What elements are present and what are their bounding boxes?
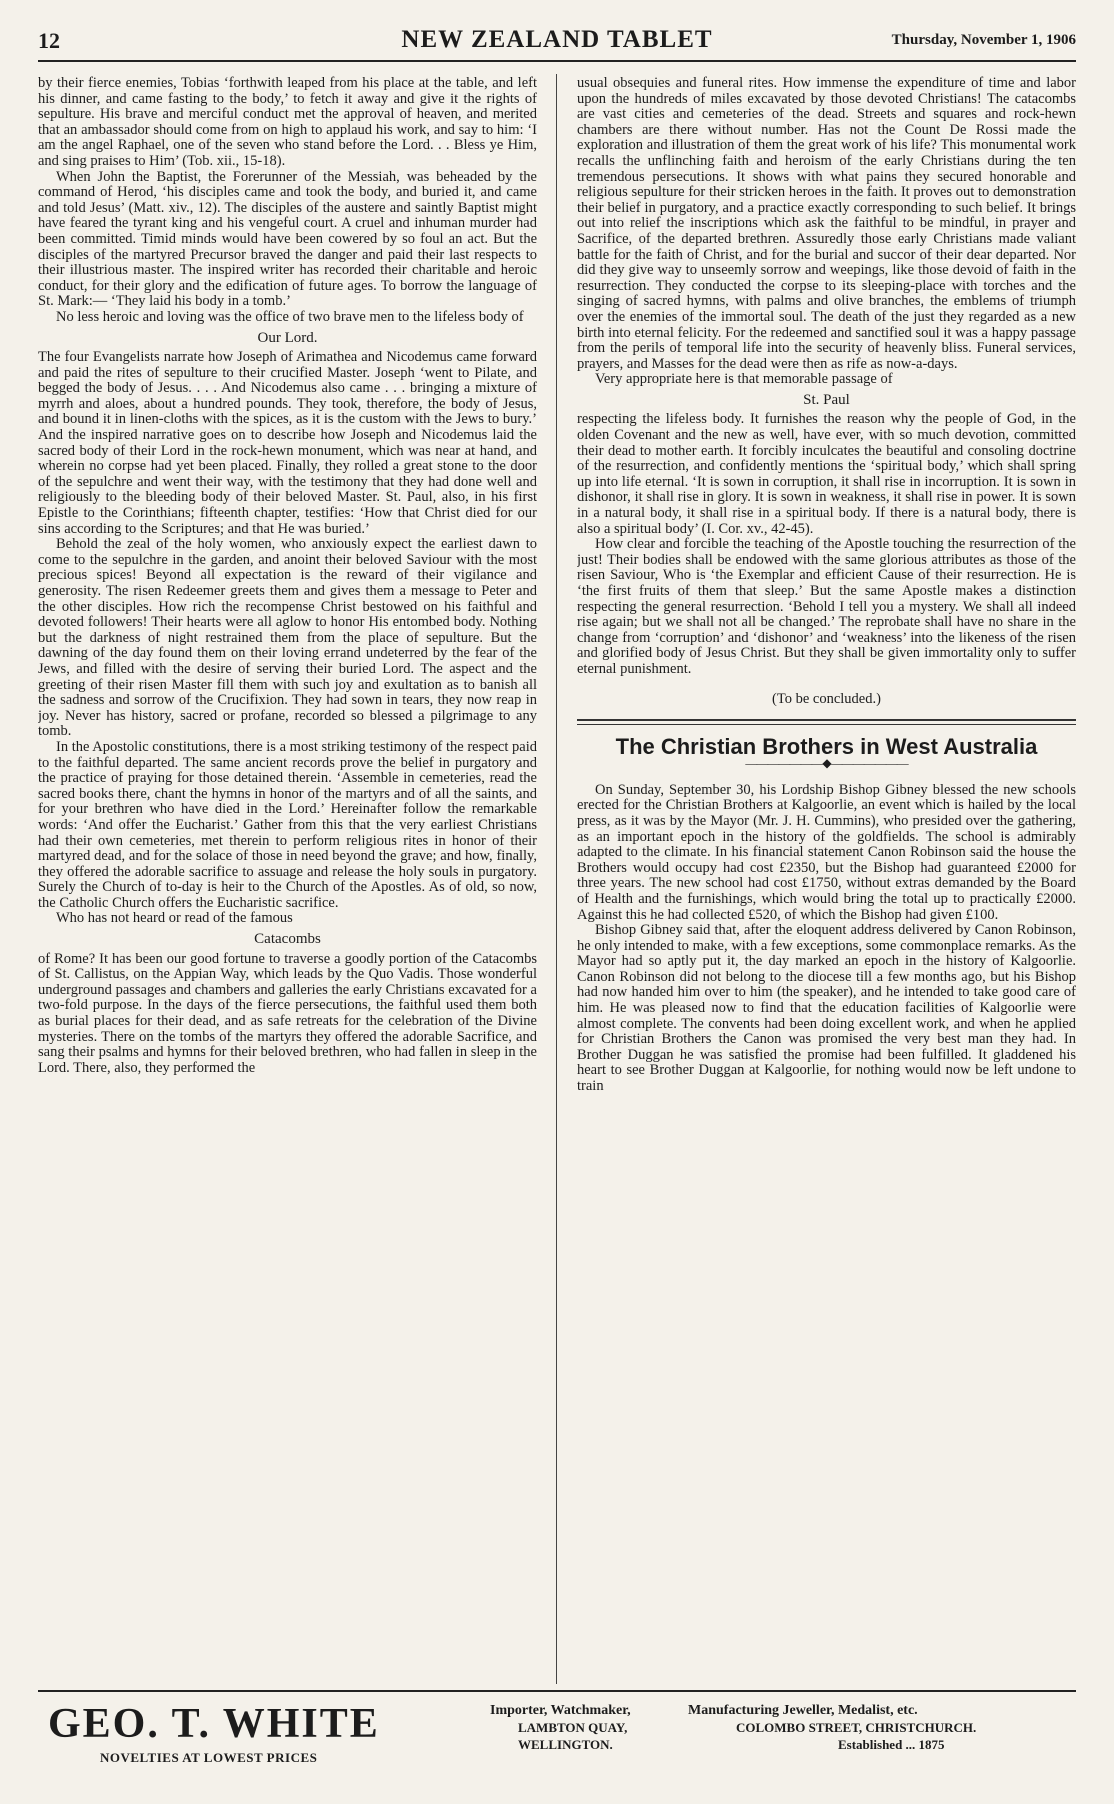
paragraph: Behold the zeal of the holy women, who anxiously expect the earliest dawn to come to the sepulchre in the garden, and anoint their beloved Saviour with the most precious spices! Beyond all expectation is the reward of their vigilance and generosity. The risen Redeemer greets them and gives them a message to Peter and the other disciples. How rich the recompense Christ bestowed on his faithful and devoted followers! Their hearts were all aglow to honor His entombed body. Nothing but the darkness of night restrained them from the place of sepulture. But the dawning of the day found them on their loving errand undeterred by the fear of the Jews, and filled with the desire of serving their buried Lord. The aspect and the greeting of their risen Master fill them with such joy and exultation as to banish all the sadness and sorrow of the Crucifixion. They had sown in tears, they now reap in joy. Never has history, sacred or profane, recorded so blessed a pilgrimage to any tomb.: [38, 536, 537, 740]
paragraph: respecting the lifeless body. It furnishes the reason why the people of God, in the olden Covenant and the new as well, have ever, with so much devotion, committed their dead to mother earth. It forcibly inculcates the beautiful and consoling doctrine of the resurrection, and confidently mentions the ‘spiritual body,’ which shall spring up into life eternal. ‘It is sown in corruption, it shall rise in incorruption. It is sown in dishonor, it shall rise in glory. It is sown in weakness, it shall rise in power. It is sown in a natural body, it shall rise in a spiritual body. If there is a natural body, there is also a spiritual body’ (I. Cor. xv., 42-45).: [577, 411, 1076, 537]
paragraph: In the Apostolic constitutions, there is a most striking testimony of the respect paid to the faithful departed. The same ancient records prove the belief in purgatory and the practice of praying for those detained therein. ‘Assemble in cemeteries, read the sacred books there, chant the hymns in honor of the martyrs and of all the saints, and for your brethren who have died in the Lord.’ Hereinafter follow the remarkable words: ‘And offer the Eucharist.’ Gather from this that the very earliest Christians had their own cemeteries, met therein to perform religious rites in honor of their martyred dead, and for the solace of those in need beyond the grave; and how, finally, they offered the adorable sacrifice to assuage and release the holy souls in purgatory. Surely the Church of to-day is heir to the Church of the Apostles. As of old, so now, the Catholic Church offers the Eucharistic sacrifice.: [38, 738, 537, 911]
paragraph: How clear and forcible the teaching of the Apostle touching the resurrection of the just! Their bodies shall be endowed with the same glorious attributes as those of the risen Saviour, Who is ‘the Exemplar and efficient Cause of their resurrection. He is ‘the first fruits of them that sleep.’ But the same Apostle makes a distinction respecting the general resurrection. ‘Behold I tell you a mystery. We shall all indeed rise again; but we shall not all be changed.’ The reprobate shall have no share in the change from ‘corruption’ and ‘dishonor’ and ‘weakness’ into the likeness of the risen and glorified body of Jesus Christ. But they shall be given immortality only to suffer eternal punishment.: [577, 536, 1076, 677]
trade-line: Manufacturing Jeweller, Medalist, etc.: [688, 1703, 918, 1718]
advertiser-christchurch-block: [688, 1702, 976, 1753]
to-be-concluded-note: (To be concluded.): [772, 690, 881, 707]
paragraph: Very appropriate here is that memorable passage of: [595, 371, 893, 388]
advertiser-name: GEO. T. WHITE: [48, 1701, 380, 1747]
paragraph: usual obsequies and funeral rites. How immense the expenditure of time and labor upon the hundreds of miles excavated by those devoted Christians! The catacombs are vast cities and cemeteries of the dead. Streets and squares and rock-hewn chambers are there without number. Has not the Count De Rossi made the exploration and illustration of them the great work of his life? This monumental work recalls the unflinching faith and heroism of the early Christians during the ten tremendous persecutions. It shows with what pains they secured honorable and religious sepulture for their stricken heroes in the faith. It proves out to demonstration their belief in purgatory, and a practice exactly corresponding to such belief. It brings out into relief the inscriptions which ask the faithful to be mindful, in prayer and Sacrifice, of the departed brethren. Assuredly those early Christians made valiant battle for the faith of Christ, and for the burial and succor of their dear departed. Nor did they give way to unseemly sorrow and weepings, like those devoid of faith in the resurrection. They conducted the corpse to its sleeping-place with torches and the singing of sacred hymns, with palms and olive branches, the emblems of triumph over the enemies of the immortal soul. The death of the just they regarded as a new birth into eternal felicity. For the redeemed and sanctified soul it was a happy passage from the perils of temporal life into the security of heavenly bliss. Funeral services, prayers, and Masses for the dead were then as rife as now-a-days.: [577, 76, 1076, 372]
left-column: [38, 76, 537, 1684]
paragraph: On Sunday, September 30, his Lordship Bishop Gibney blessed the new schools erected for the Christian Brothers at Kalgoorlie, an event which is hailed by the local press, as it was by the Mayor (Mr. J. H. Cummins), who presided over the gathering, as an important epoch in the history of the goldfields. The school is admirably adapted to the climate. In his financial statement Canon Robinson said the house the Brothers would occupy had cost £2350, but the Bishop had guaranteed £2000 for three years. The new school had cost £1750, without extras demanded by the Board of Health and the furnishings, which would bring the total up to practically £2000. Against this he had collected £520, of which the Bishop had given £100.: [577, 781, 1076, 923]
subheading-catacombs: Catacombs: [254, 931, 321, 948]
established-line: Established ... 1875: [838, 1737, 945, 1752]
advertisement-banner: [38, 1690, 1076, 1774]
right-column: [577, 76, 1076, 1684]
page-header: [38, 26, 1076, 62]
address-line: COLOMBO STREET, CHRISTCHURCH.: [736, 1720, 977, 1735]
title-ornament: ———————◆———————: [745, 755, 908, 770]
advertiser-wellington-block: [490, 1702, 631, 1753]
masthead: NEW ZEALAND TABLET: [401, 26, 713, 53]
address-line: WELLINGTON.: [518, 1737, 613, 1752]
trade-line: Importer, Watchmaker,: [490, 1703, 631, 1718]
paragraph: The four Evangelists narrate how Joseph of Arimathea and Nicodemus came forward and paid the rites of sepulture to their crucified Master. Joseph ‘went to Pilate, and begged the body of Jesus. . . . And Nicodemus also came . . . bringing a mixture of myrrh and aloes, about a hundred pounds. They took, therefore, the body of Jesus, and bound it in linen-cloths with the spices, as it is the custom with the Jews to bury.’ And the inspired narrative goes on to describe how Joseph and Nicodemus laid the sacred body of their Lord in the rock-hewn monument, which was near at hand, and wherein no corpse had yet been placed. Finally, they rolled a great stone to the door of the sepulchre and went their way, with the testimony that they had done well and religiously to the bleeding body of their beloved Master. St. Paul, also, in his first Epistle to the Corinthians; fifteenth chapter, testifies: ‘How that Christ died for our sins according to the Scriptures; and that He was buried.’: [38, 349, 537, 537]
paragraph: by their fierce enemies, Tobias ‘forthwith leaped from his place at the table, and left his dinner, and came fasting to the body,’ to fetch it away and give it the rights of sepulture. His brave and merciful conduct met the approval of heaven, and merited that an ambassador should come from on high to applaud his work, and say to him: ‘I am the angel Raphael, one of the seven who stand before the Lord. . . Bless ye Him, and sing praises to Him’ (Tob. xii., 15-18).: [38, 76, 537, 169]
paragraph: No less heroic and loving was the office of two brave men to the lifeless body of: [56, 308, 524, 325]
article-separator: [577, 719, 1076, 725]
column-divider: [556, 74, 557, 1684]
article-title: The Christian Brothers in West Australia: [615, 734, 1038, 760]
issue-date: Thursday, November 1, 1906: [891, 32, 1076, 48]
paragraph: of Rome? It has been our good fortune to traverse a goodly portion of the Catacombs of St. Callistus, on the Appian Way, which leads by the Quo Vadis. Those wonderful underground passages and chambers and galleries the early Christians excavated for a two-fold purpose. In the days of the fierce persecutions, the faithful used them both as burial places for their dead, and as safe retreats for the celebration of the Divine mysteries. There on the tombs of the martyrs they offered the adorable Sacrifice, and sang their psalms and hymns for their beloved brethren, who had fallen in sleep in the Lord. There, also, they performed the: [38, 950, 537, 1076]
subheading-our-lord: Our Lord.: [257, 329, 318, 346]
address-line: LAMBTON QUAY,: [518, 1720, 628, 1735]
advertiser-tagline: NOVELTIES AT LOWEST PRICES: [100, 1750, 318, 1765]
paragraph: Who has not heard or read of the famous: [56, 910, 293, 927]
page-number: 12: [38, 28, 60, 53]
paragraph: Bishop Gibney said that, after the eloquent address delivered by Canon Robinson, he only intended to make, with a few exceptions, some commonplace remarks. As the Mayor had so aptly put it, the day marked an epoch in the history of Kalgoorlie. Canon Robinson did not belong to the diocese till a few months ago, but his Bishop had now handed him over to him (the speaker), and he intended to take good care of him. He was pleased now to find that the education facilities of Kalgoorlie were almost complete. The convents had been doing excellent work, and when he applied for Christian Brothers the Canon was promised the very best man they had. In Brother Duggan he was satisfied the promise had been fulfilled. It gladdened his heart to see Brother Duggan at Kalgoorlie, for nothing would now be left undone to train: [577, 922, 1076, 1095]
paragraph: When John the Baptist, the Forerunner of the Messiah, was beheaded by the command of Herod, ‘his disciples came and took the body, and buried it, and came and told Jesus’ (Matt. xiv., 12). The disciples of the austere and saintly Baptist might have feared the tyrant king and his vengeful court. A cruel and inhuman murder had been committed. Timid minds would have been cowered by so foul an act. But the disciples of the martyred Precursor braved the danger and paid their last respects to their illustrious master. The inspired writer has recorded their charitable and heroic conduct, for their glory and the edification of future ages. To borrow the language of St. Mark:— ‘They laid his body in a tomb.’: [38, 168, 537, 310]
subheading-st-paul: St. Paul: [803, 391, 850, 408]
